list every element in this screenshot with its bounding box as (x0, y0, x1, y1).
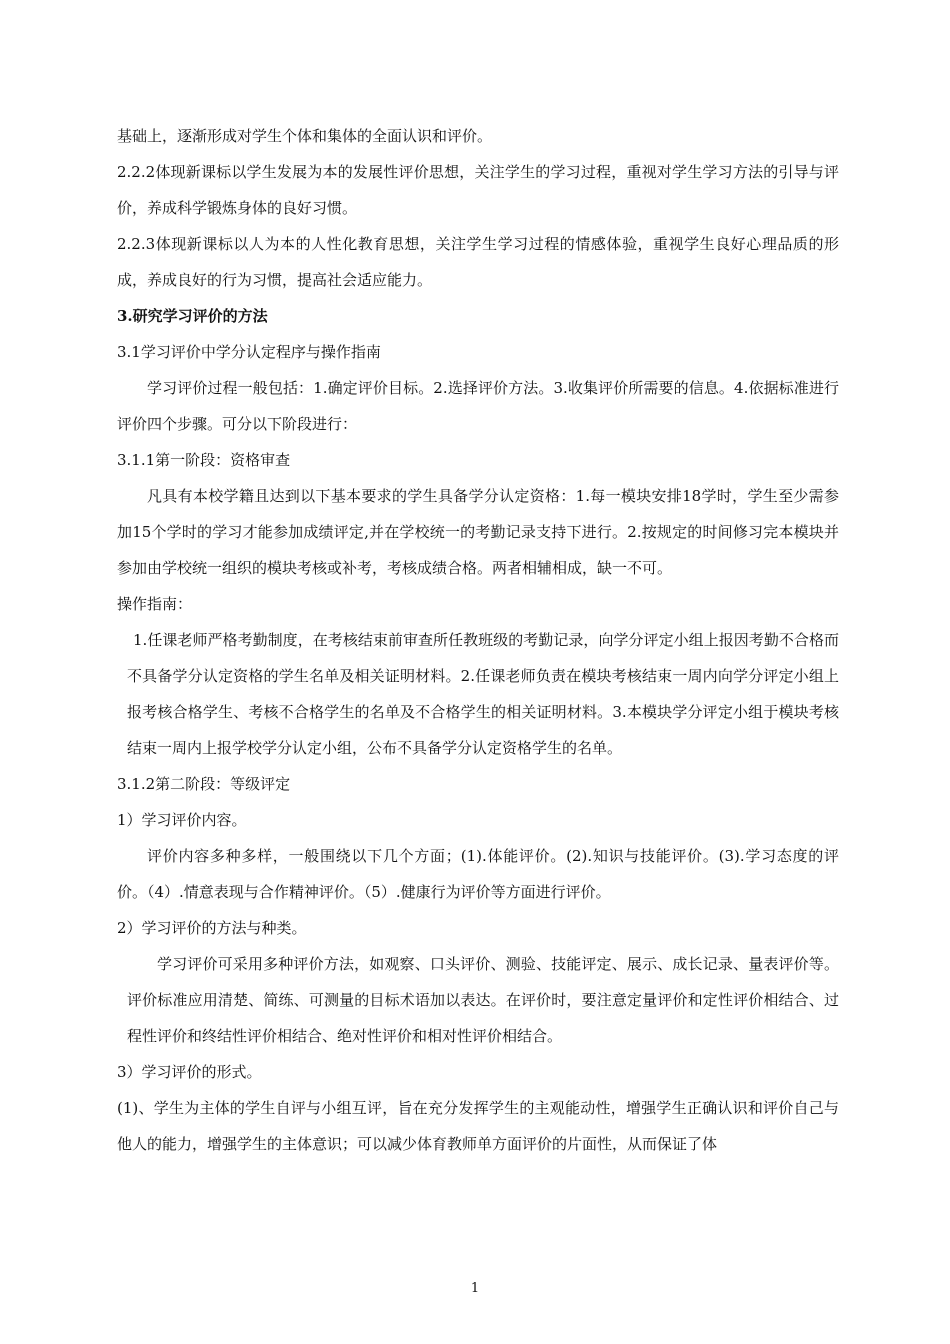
item-heading-evaluation-content: 1）学习评价内容。 (117, 811, 247, 829)
paragraph-evaluation-content: 评价内容多种多样，一般围绕以下几个方面；(1).体能评价。(2).知识与技能评价。(3).学习态度的评价。（4）.情意表现与合作精神评价。（5）.健康行为评价等方面进行评价。 (117, 847, 839, 901)
subsection-heading-3-1-1: 3.1.1第一阶段：资格审查 (117, 451, 291, 469)
page-number: 1 (470, 1281, 480, 1296)
paragraph-operation-guide: 1.任课老师严格考勤制度，在考核结束前审查所任教班级的考勤记录，向学分评定小组上报因考勤不合格而不具备学分认定资格的学生名单及相关证明材料。2.任课老师负责在模块考核结束一周内向学分评定小组上报考核合格学生、考核不合格学生的名单及不合格学生的相关证明材料。3.本模块学分评定小组于模块考核结束一周内上报学校学分认定小组，公布不具备学分认定资格学生的名单。 (127, 631, 839, 757)
paragraph-continuation: 基础上，逐渐形成对学生个体和集体的全面认识和评价。 (117, 127, 493, 145)
subsection-heading-3-1-2: 3.1.2第二阶段：等级评定 (117, 775, 291, 793)
paragraph-2-2-2: 2.2.2体现新课标以学生发展为本的发展性评价思想，关注学生的学习过程，重视对学生学习方法的引导与评价，养成科学锻炼身体的良好习惯。 (117, 163, 839, 217)
paragraph-evaluation-methods: 学习评价可采用多种评价方法，如观察、口头评价、测验、技能评定、展示、成长记录、量表评价等。评价标准应用清楚、简练、可测量的目标术语加以表达。在评价时，要注意定量评价和定性评价相结合、过程性评价和终结性评价相结合、绝对性评价和相对性评价相结合。 (127, 955, 839, 1045)
paragraph-self-and-peer-evaluation: (1)、学生为主体的学生自评与小组互评，旨在充分发挥学生的主观能动性，增强学生正确认识和评价自己与他人的能力，增强学生的主体意识；可以减少体育教师单方面评价的片面性，从而保证了体 (117, 1099, 839, 1153)
paragraph-2-2-3: 2.2.3体现新课标以人为本的人性化教育思想，关注学生学习过程的情感体验，重视学生良好心理品质的形成，养成良好的行为习惯，提高社会适应能力。 (117, 235, 839, 289)
item-heading-evaluation-forms: 3）学习评价的形式。 (117, 1063, 262, 1081)
section-heading-3: 3.研究学习评价的方法 (117, 307, 268, 325)
document-body (117, 118, 839, 1162)
operation-guide-label: 操作指南： (117, 595, 193, 613)
paragraph-qualification: 凡具有本校学籍且达到以下基本要求的学生具备学分认定资格：1.每一模块安排18学时，学生至少需参加15个学时的学习才能参加成绩评定,并在学校统一的考勤记录支持下进行。2.按规定的时间修习完本模块并参加由学校统一组织的模块考核或补考，考核成绩合格。两者相辅相成，缺一不可。 (117, 487, 839, 577)
item-heading-evaluation-methods: 2）学习评价的方法与种类。 (117, 919, 307, 937)
paragraph-evaluation-process: 学习评价过程一般包括：1.确定评价目标。2.选择评价方法。3.收集评价所需要的信息。4.依据标准进行评价四个步骤。可分以下阶段进行： (117, 379, 839, 433)
subsection-heading-3-1: 3.1学习评价中学分认定程序与操作指南 (117, 343, 381, 361)
